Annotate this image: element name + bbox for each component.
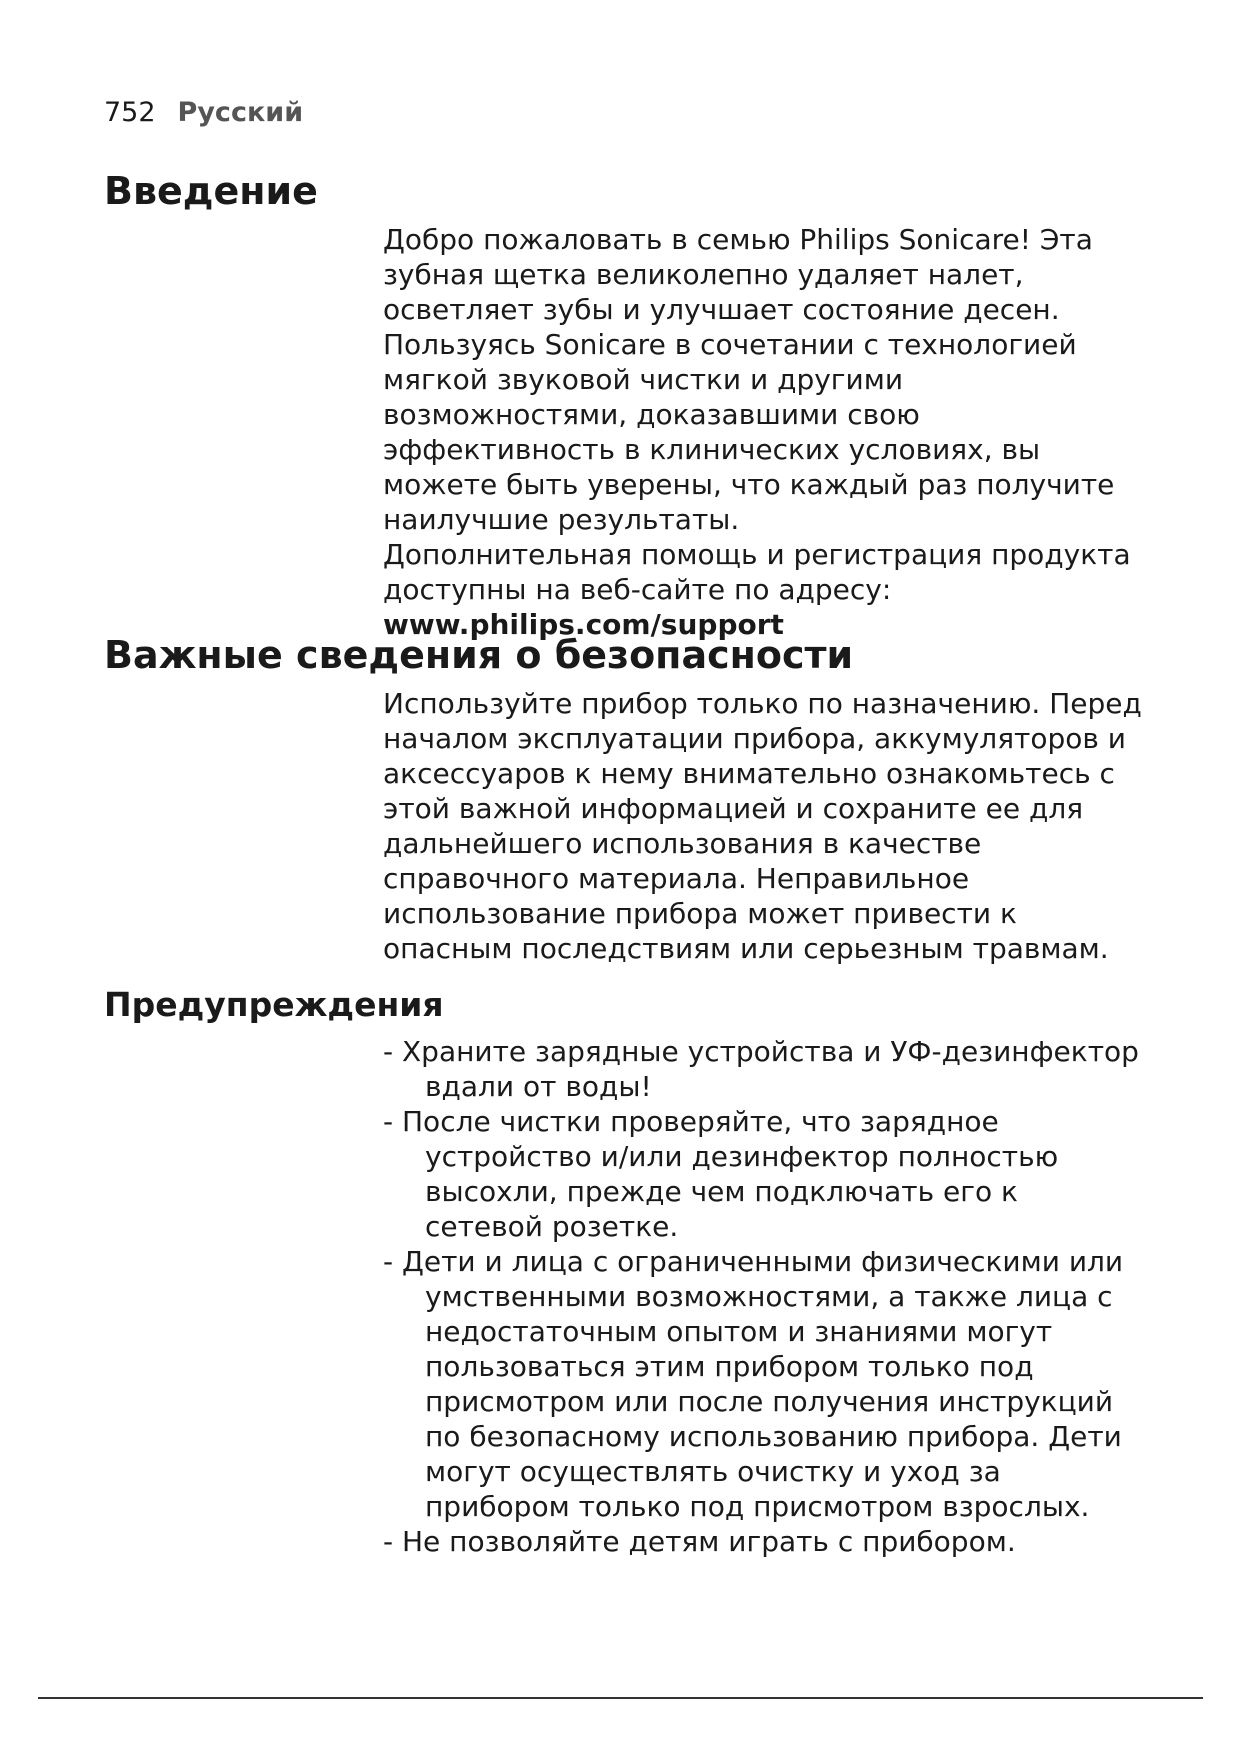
support-url-link[interactable]: www.philips.com/support: [383, 608, 784, 641]
introduction-section: [383, 222, 1143, 642]
safety-heading: Важные сведения о безопасности: [104, 633, 854, 677]
warnings-heading: Предупреждения: [104, 985, 444, 1024]
page-number: 752: [104, 97, 156, 128]
safety-paragraph: Используйте прибор только по назначению. Перед началом эксплуатации прибора, аккумуляторов и аксессуаров к нему внимательно ознакомьтесь с этой важной информацией и сохраните ее для дальнейшего использования в качестве справочного материала. Неправильное использование прибора может привести к опасным последствиям или серьезным травмам.: [383, 687, 1142, 965]
introduction-heading: Введение: [104, 169, 318, 213]
page-bottom-rule: [38, 1697, 1203, 1699]
page-language: Русский: [177, 97, 304, 128]
warning-item: - Дети и лица с ограниченными физическими или умственными возможностями, а также лица с недостаточным опытом и знаниями могут пользоваться этим прибором только под присмотром или после получения инструкций по безопасному использованию прибора. Дети могут осуществлять очистку и уход за прибором только под присмотром взрослых.: [383, 1245, 1124, 1523]
warning-item: - Не позволяйте детям играть с прибором.: [383, 1525, 1016, 1558]
safety-section: [383, 686, 1143, 966]
warning-item: - После чистки проверяйте, что зарядное устройство и/или дезинфектор полностью высохли, прежде чем подключать его к сетевой розетке.: [383, 1105, 1059, 1243]
page-header: [104, 96, 303, 130]
support-text: Дополнительная помощь и регистрация продукта доступны на веб-сайте по адресу:: [383, 538, 1131, 606]
warning-item: - Храните зарядные устройства и УФ-дезинфектор вдали от воды!: [383, 1035, 1139, 1103]
introduction-paragraph: Добро пожаловать в семью Philips Sonicare! Эта зубная щетка великолепно удаляет налет, осветляет зубы и улучшает состояние десен. Пользуясь Sonicare в сочетании с технологией мягкой звуковой чистки и другими возможностями, доказавшими свою эффективность в клинических условиях, вы можете быть уверены, что каждый раз получите наилучшие результаты.: [383, 223, 1115, 536]
warnings-list: [383, 1034, 1143, 1559]
